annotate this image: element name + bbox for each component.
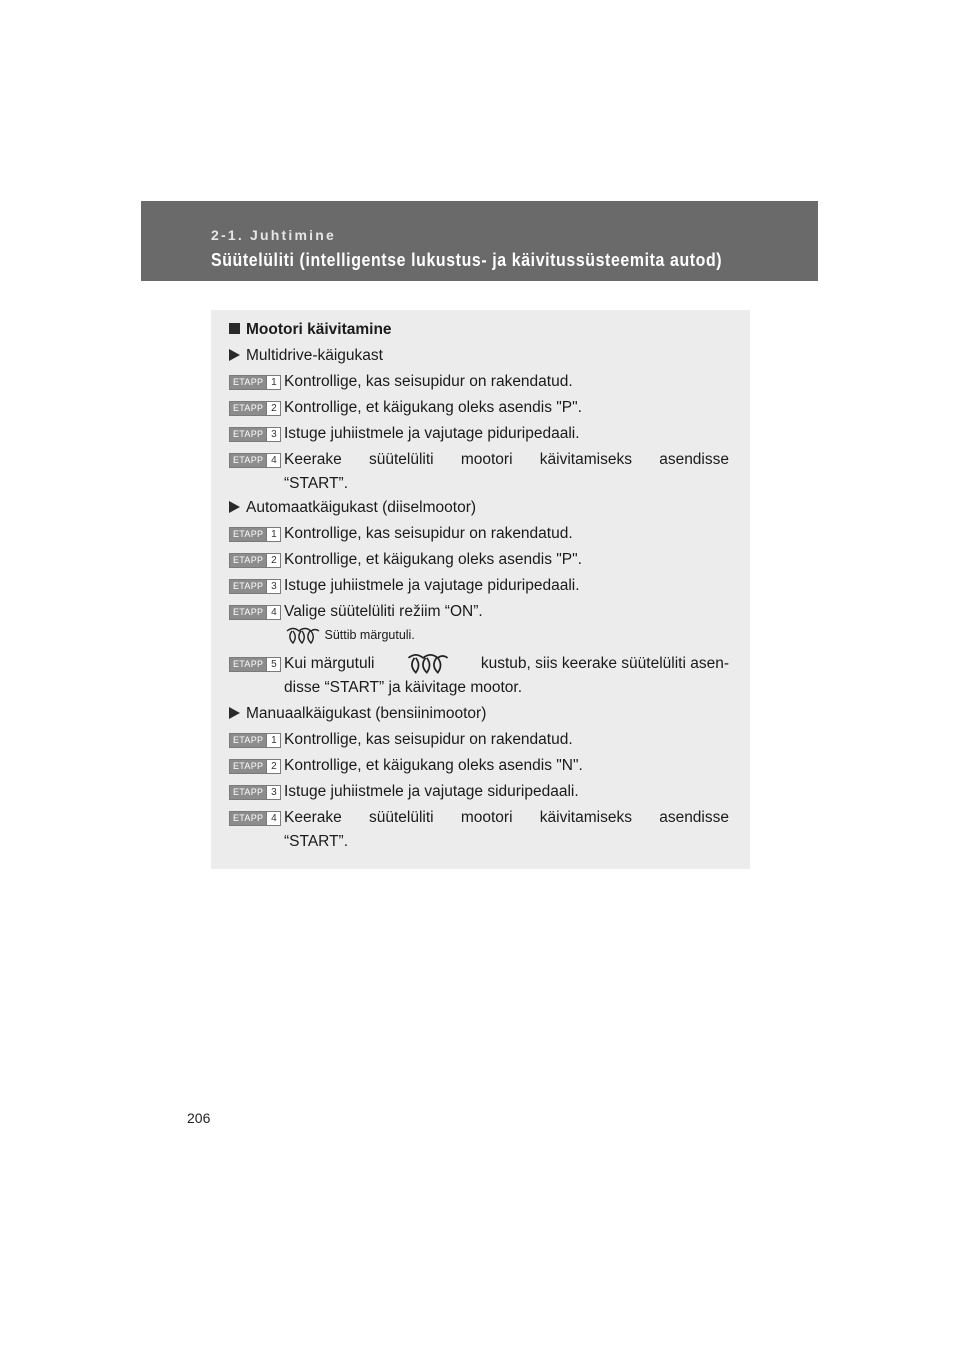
square-bullet-icon (229, 323, 240, 334)
etapp-badge: ETAPP 4 (229, 811, 281, 826)
glow-plug-indicator-icon (406, 653, 450, 675)
step-text-continued: “START”. (284, 475, 349, 492)
step-item (229, 806, 729, 854)
group-title: Manuaalkäigukast (bensiinimootor) (229, 702, 729, 726)
content-panel (211, 310, 750, 869)
step-item (229, 370, 729, 394)
step-item (229, 600, 729, 624)
group-title: Multidrive-käigukast (229, 344, 729, 368)
step-text: Kontrollige, et käigukang oleks asendis "P". (284, 399, 582, 416)
step-text: Valige süütelüliti režiim “ON”. (284, 603, 483, 620)
step-text: Istuge juhiistmele ja vajutage piduripedaali. (284, 577, 580, 594)
step-note (285, 626, 415, 645)
step-text: Kontrollige, kas seisupidur on rakendatud. (284, 731, 573, 748)
heading-text: Mootori käivitamine (246, 321, 392, 338)
step-text: Kontrollige, kas seisupidur on rakendatud. (284, 525, 573, 542)
etapp-badge: ETAPP 4 (229, 453, 281, 468)
step-item (229, 754, 729, 778)
step-text: Keerake süütelüliti mootori käivitamiseks asendisse (284, 809, 729, 826)
etapp-badge: ETAPP 2 (229, 759, 281, 774)
step-item (229, 522, 729, 546)
triangle-arrow-icon (229, 349, 240, 361)
triangle-arrow-icon (229, 707, 240, 719)
step-text: Istuge juhiistmele ja vajutage piduripedaali. (284, 425, 580, 442)
step-text: Kui märgutuli kustub, siis keerake süütelüliti asen- (284, 652, 729, 676)
glow-plug-indicator-icon (285, 627, 321, 645)
etapp-badge: ETAPP 1 (229, 527, 281, 542)
etapp-badge: ETAPP 5 (229, 657, 281, 672)
etapp-badge: ETAPP 3 (229, 427, 281, 442)
step-item (229, 728, 729, 752)
step-text: Kontrollige, kas seisupidur on rakendatud. (284, 373, 573, 390)
section-code: 2-1. Juhtimine (211, 227, 336, 243)
etapp-badge: ETAPP 1 (229, 733, 281, 748)
etapp-badge: ETAPP 1 (229, 375, 281, 390)
panel-heading (229, 318, 729, 342)
step-text-continued: disse “START” ja käivitage mootor. (284, 679, 523, 696)
step-item (229, 780, 729, 804)
step-item (229, 548, 729, 572)
etapp-badge: ETAPP 2 (229, 401, 281, 416)
step-text-continued: “START”. (284, 833, 349, 850)
etapp-badge: ETAPP 2 (229, 553, 281, 568)
step-text: Kontrollige, et käigukang oleks asendis "P". (284, 551, 582, 568)
step-item (229, 422, 729, 446)
etapp-badge: ETAPP 3 (229, 579, 281, 594)
header-band (141, 201, 818, 281)
step-item (229, 574, 729, 598)
page-number: 206 (187, 1110, 211, 1126)
step-text: Keerake süütelüliti mootori käivitamiseks asendisse (284, 451, 729, 468)
triangle-arrow-icon (229, 501, 240, 513)
step-text: Istuge juhiistmele ja vajutage siduripedaali. (284, 783, 579, 800)
step-item (229, 448, 729, 496)
etapp-badge: ETAPP 3 (229, 785, 281, 800)
note-text: Süttib märgutuli. (324, 628, 415, 642)
etapp-badge: ETAPP 4 (229, 605, 281, 620)
step-item (229, 652, 729, 700)
step-item (229, 396, 729, 420)
page-title: Süütelüliti (intelligentse lukustus- ja käivitussüsteemita autod) (211, 249, 723, 270)
step-text: Kontrollige, et käigukang oleks asendis "N". (284, 757, 583, 774)
group-title: Automaatkäigukast (diiselmootor) (229, 496, 729, 520)
